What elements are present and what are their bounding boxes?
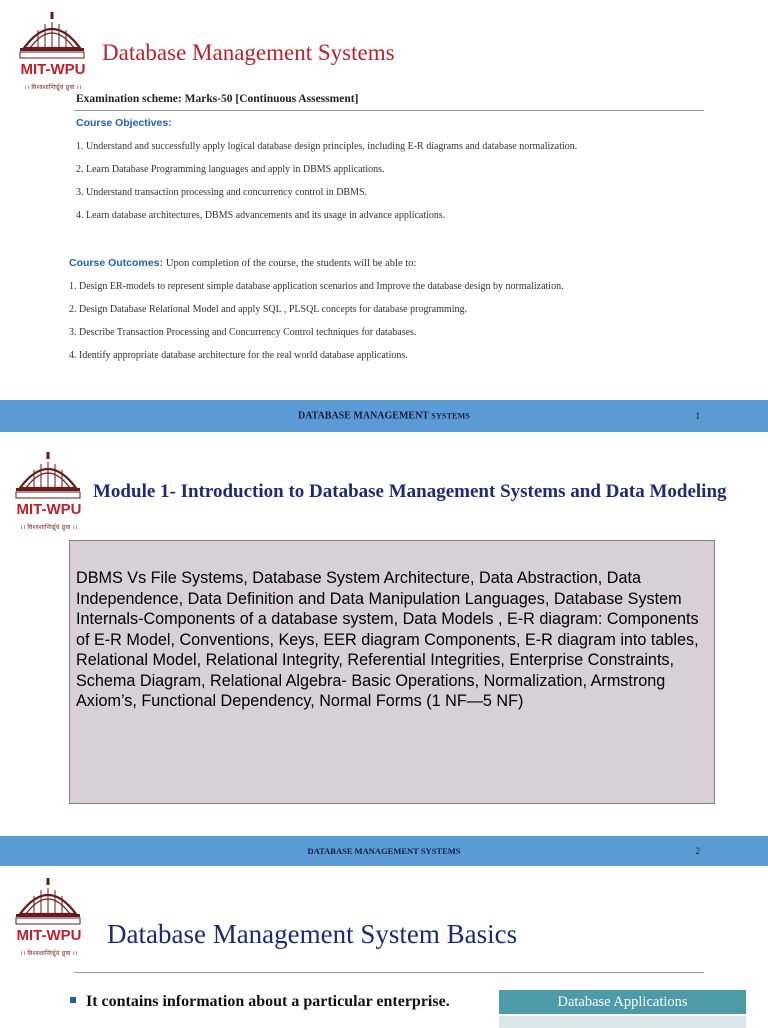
bullet-text: It contains information about a particular enterprise. <box>86 993 450 1010</box>
slide-1 <box>0 0 768 422</box>
objective-item: 4. Learn database architectures, DBMS advancements and its usage in advance applications. <box>76 210 446 221</box>
outcome-item: 4. Identify appropriate database architecture for the real world database applications. <box>69 350 408 361</box>
slide-footer <box>0 836 768 866</box>
mit-wpu-logo <box>10 12 96 91</box>
mit-wpu-logo <box>6 452 92 531</box>
logo-tagline: ।। विश्वशान्तिर्ध्रुवं ध्रुवा ।। <box>20 525 78 531</box>
bullet-item <box>70 993 450 1011</box>
module-title: Module 1- Introduction to Database Management Systems and Data Modeling <box>93 481 727 502</box>
dome-icon <box>6 878 92 948</box>
objective-item: 3. Understand transaction processing and concurrency control in DBMS. <box>76 187 368 198</box>
bullet-square-icon <box>70 997 76 1003</box>
database-applications-list <box>499 1016 746 1028</box>
outcome-item: 1. Design ER-models to represent simple database application scenarios and Improve the database design by normalization. <box>69 281 564 292</box>
slide-footer <box>0 400 768 432</box>
slide-title: Database Management Systems <box>102 40 395 65</box>
logo-wordmark: MIT-WPU <box>16 927 82 944</box>
outcome-item: 2. Design Database Relational Model and apply SQL , PLSQL concepts for database programming. <box>69 304 468 315</box>
divider <box>74 972 704 973</box>
logo-wordmark: MIT-WPU <box>16 501 82 518</box>
outcomes-intro: Upon completion of the course, the students will be able to: <box>165 258 417 269</box>
objective-item: 2. Learn Database Programming languages and apply in DBMS applications. <box>76 164 385 175</box>
outcomes-heading-row <box>69 257 416 269</box>
module-content-box <box>69 540 715 804</box>
page-number: 2 <box>695 846 700 856</box>
objectives-heading: Course Objectives: <box>76 117 172 129</box>
module-content: DBMS Vs File Systems, Database System Architecture, Data Abstraction, Data Independence, Data Definition and Data Manipulation Languages, Database System Internals-Components of a database system, Data Models , E-R diagram: Components of E-R Model, Conventions, Keys, EER diagram Components, E-R diagram into tables, Relational Model, Relational Integrity, Referential Integrities, Enterprise Constraints, Schema Diagram, Relational Algebra- Basic Operations, Normalization, Armstrong Axiom’s, Functional Dependency, Normal Forms (1 NF—5 NF) <box>76 569 699 710</box>
page-number: 1 <box>695 411 700 421</box>
slide-2 <box>0 432 768 856</box>
slide-3 <box>0 866 768 1024</box>
footer-title: DATABASE MANAGEMENT SYSTEMS <box>307 846 461 856</box>
examination-scheme: Examination scheme: Marks-50 [Continuous Assessment] <box>76 93 359 105</box>
dome-icon <box>10 12 96 82</box>
logo-tagline: ।। विश्वशान्तिर्ध्रुवं ध्रुवा ।। <box>20 951 78 957</box>
objective-item: 1. Understand and successfully apply logical database design principles, including E-R diagrams and database normalization. <box>76 141 578 152</box>
mit-wpu-logo <box>6 878 92 957</box>
database-applications-heading: Database Applications <box>499 990 746 1014</box>
logo-tagline: ।। विश्वशान्तिर्ध्रुवं ध्रुवा ।। <box>24 85 82 91</box>
outcome-item: 3. Describe Transaction Processing and Concurrency Control techniques for databases. <box>69 327 417 338</box>
dome-icon <box>6 452 92 522</box>
outcomes-heading: Course Outcomes: <box>69 257 163 269</box>
footer-title: DATABASE MANAGEMENT SYSTEMS <box>297 410 471 422</box>
slide-title: Database Management System Basics <box>107 919 518 949</box>
logo-wordmark: MIT-WPU <box>20 61 86 78</box>
divider <box>74 110 704 111</box>
